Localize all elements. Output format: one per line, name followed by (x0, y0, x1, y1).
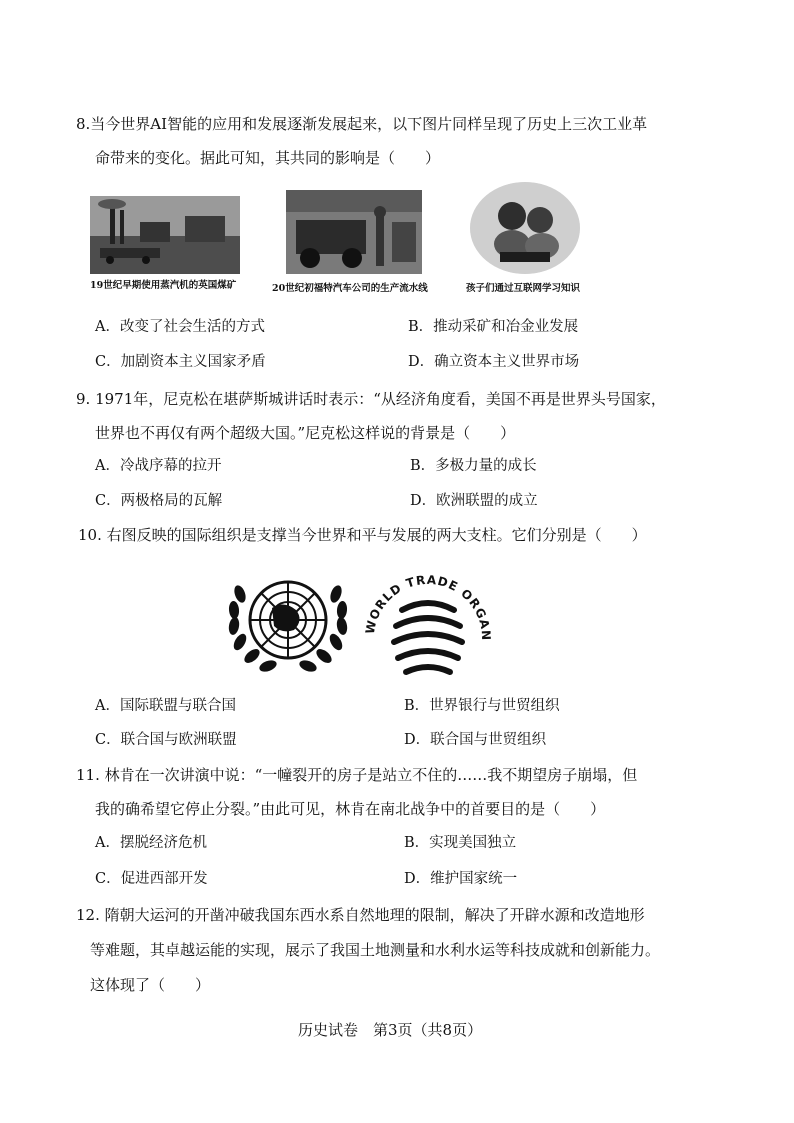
q10-option-d[interactable]: D．联合国与世贸组织 (404, 732, 547, 748)
svg-text:WORLD TRADE ORGANIZATION (360, 556, 493, 641)
q12-stem-line3: 这体现了（ ） (90, 976, 211, 994)
assembly-line-caption: 20世纪初福特汽车公司的生产流水线 (272, 283, 428, 294)
q9-stem-line1: 9. 1971年，尼克松在堪萨斯城讲话时表示：“从经济角度看，美国不再是世界头号国家， (76, 390, 666, 408)
wto-logo-text: WORLD TRADE ORGAN (362, 572, 494, 642)
q11-option-a[interactable]: A．摆脱经济危机 (95, 835, 207, 851)
q8-option-a[interactable]: A．改变了社会生活的方式 (95, 319, 265, 335)
q11-option-d[interactable]: D．维护国家统一 (404, 871, 518, 887)
q9-option-b[interactable]: B．多极力量的成长 (410, 458, 537, 474)
q9-option-c[interactable]: C．两极格局的瓦解 (95, 493, 223, 509)
assembly-line-photo (286, 190, 422, 274)
q12-stem-line1: 12. 隋朝大运河的开凿冲破我国东西水系自然地理的限制，解决了开辟水源和改造地形 (76, 906, 645, 924)
q11-option-b[interactable]: B．实现美国独立 (404, 835, 517, 851)
q9-option-d[interactable]: D．欧洲联盟的成立 (410, 493, 538, 509)
page-footer: 历史试卷 第3页（共8页） (298, 1021, 483, 1039)
coal-mine-caption: 19世纪早期使用蒸汽机的英国煤矿 (90, 280, 237, 291)
q11-stem-line1: 11. 林肯在一次讲演中说：“一幢裂开的房子是站立不住的……我不期望房子崩塌，但 (76, 766, 638, 784)
q8-option-d[interactable]: D．确立资本主义世界市场 (408, 354, 580, 370)
q8-option-c[interactable]: C．加剧资本主义国家矛盾 (95, 354, 266, 370)
q10-option-a[interactable]: A．国际联盟与联合国 (95, 698, 236, 714)
q10-stem: 10. 右图反映的国际组织是支撑当今世界和平与发展的两大支柱。它们分别是（ ） (78, 526, 647, 544)
q8-stem-line1: 8.当今世界AI智能的应用和发展逐渐发展起来，以下图片同样呈现了历史上三次工业革 (76, 115, 648, 133)
un-emblem-icon (222, 564, 354, 684)
q9-option-a[interactable]: A．冷战序幕的拉开 (95, 458, 222, 474)
q11-stem-line2: 我的确希望它停止分裂。”由此可见，林肯在南北战争中的首要目的是（ ） (95, 800, 606, 818)
internet-learning-caption: 孩子们通过互联网学习知识 (466, 283, 581, 294)
q8-stem-line2: 命带来的变化。据此可知，其共同的影响是（ ） (95, 149, 441, 167)
q9-stem-line2: 世界也不再仅有两个超级大国。”尼克松这样说的背景是（ ） (95, 424, 516, 442)
q11-option-c[interactable]: C．促进西部开发 (95, 871, 208, 887)
coal-mine-photo (90, 196, 240, 274)
q10-option-c[interactable]: C．联合国与欧洲联盟 (95, 732, 237, 748)
q8-option-b[interactable]: B．推动采矿和冶金业发展 (408, 319, 579, 335)
q12-stem-line2: 等难题，其卓越运能的实现，展示了我国土地测量和水利水运等科技成就和创新能力。 (90, 941, 661, 959)
wto-logo-icon (360, 556, 496, 686)
q10-option-b[interactable]: B．世界银行与世贸组织 (404, 698, 560, 714)
internet-learning-photo (470, 182, 580, 274)
